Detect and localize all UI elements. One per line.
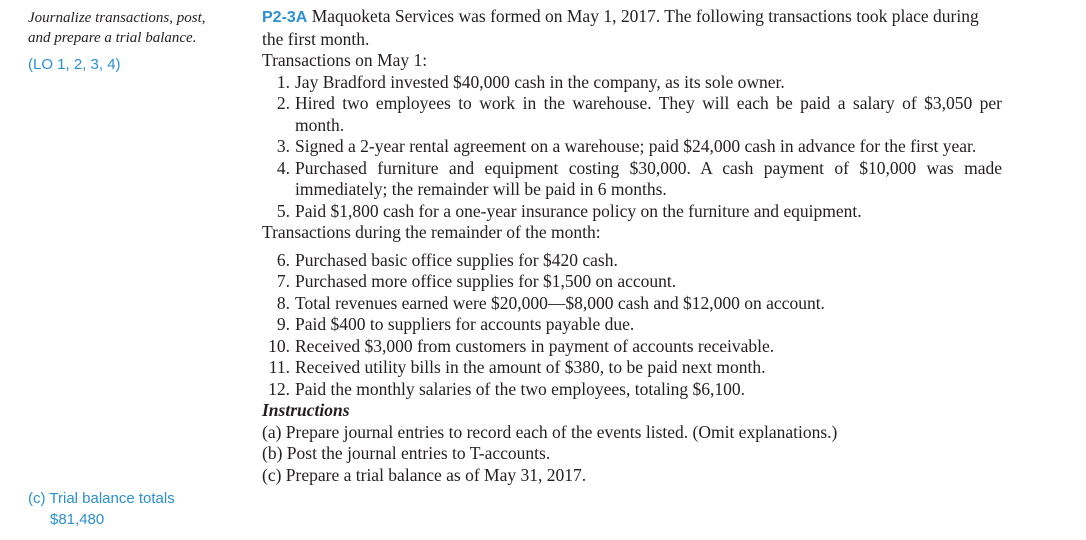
- problem-id: P2-3A: [262, 9, 308, 26]
- transaction-list-2: [262, 250, 1002, 401]
- margin-note-line-2: and prepare a trial balance.: [28, 30, 197, 46]
- problem-intro: [262, 6, 1002, 50]
- transaction-item: 3. Signed a 2-year rental agreement on a warehouse; paid $24,000 cash in advance for the first year.: [276, 136, 977, 156]
- section-heading-may-1: Transactions on May 1:: [262, 50, 428, 70]
- margin-note-line-1: Journalize transactions, post,: [28, 10, 206, 26]
- learning-objectives: (LO 1, 2, 3, 4): [28, 56, 121, 73]
- instruction-item: (c) Prepare a trial balance as of May 31, 2017.: [262, 464, 587, 485]
- instructions-list: [262, 422, 1002, 487]
- transaction-item: 6. Purchased basic office supplies for $420 cash.: [276, 249, 618, 270]
- instructions-heading: Instructions: [262, 400, 350, 420]
- instruction-item: (b) Post the journal entries to T-accounts.: [262, 443, 551, 463]
- transaction-item: 9. Paid $400 to suppliers for accounts payable due.: [276, 314, 635, 334]
- transaction-item: 4. Purchased furniture and equipment costing $30,000. A cash payment of $10,000 was made immediately; the remainder will be paid in 6 months.: [276, 157, 1002, 199]
- transaction-item: 11. Received utility bills in the amount of $380, to be paid next month.: [268, 357, 766, 377]
- problem-intro-text: Maquoketa Services was formed on May 1, 2017. The following transactions took place during the first month.: [262, 6, 979, 49]
- problem-body: [262, 6, 1002, 486]
- section-heading-remainder: Transactions during the remainder of the month:: [262, 222, 601, 242]
- check-figure-label: (c) Trial balance totals: [28, 490, 175, 507]
- transaction-list-1: [262, 72, 1002, 223]
- instruction-item: (a) Prepare journal entries to record each of the events listed. (Omit explanations.): [262, 421, 838, 442]
- transaction-item: 12. Paid the monthly salaries of the two employees, totaling $6,100.: [268, 378, 746, 399]
- transaction-item: 2. Hired two employees to work in the warehouse. They will each be paid a salary of $3,050 per month.: [276, 93, 1002, 135]
- transaction-item: 10. Received $3,000 from customers in payment of accounts receivable.: [268, 335, 775, 356]
- check-figure: [28, 488, 175, 530]
- margin-note: [28, 8, 243, 48]
- check-figure-value: $81,480: [50, 511, 105, 528]
- transaction-item: 1. Jay Bradford invested $40,000 cash in the company, as its sole owner.: [276, 71, 785, 92]
- transaction-item: 8. Total revenues earned were $20,000—$8,000 cash and $12,000 on account.: [276, 292, 825, 313]
- transaction-item: 7. Purchased more office supplies for $1,500 on account.: [276, 271, 677, 291]
- transaction-item: 5. Paid $1,800 cash for a one-year insurance policy on the furniture and equipment.: [276, 200, 862, 221]
